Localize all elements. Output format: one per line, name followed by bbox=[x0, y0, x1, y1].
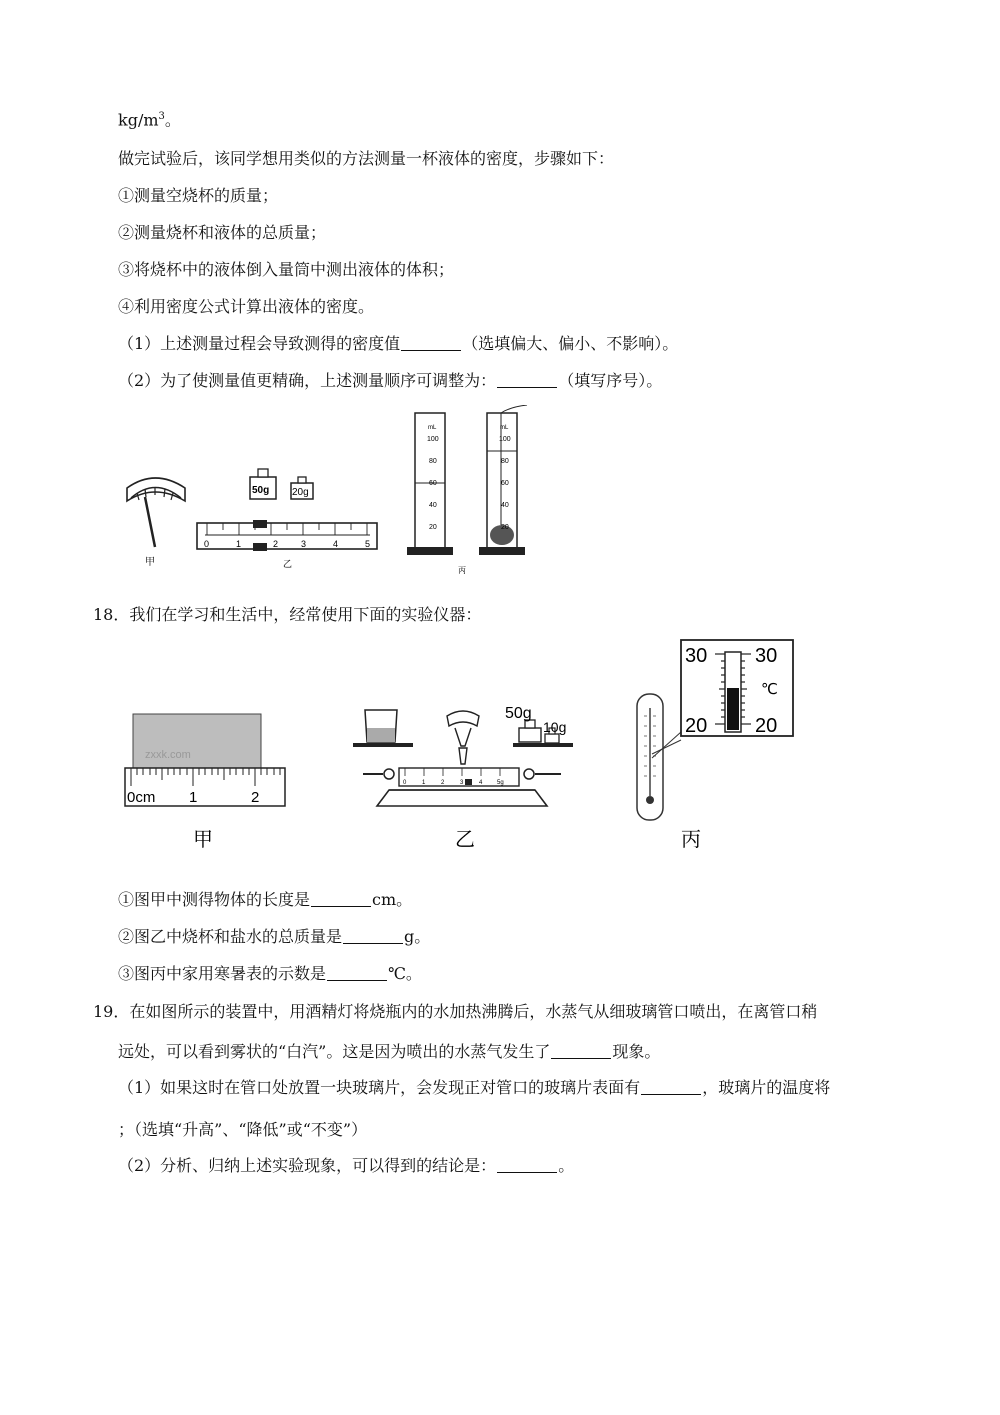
q17-step-1: ①测量空烧杯的质量； bbox=[118, 186, 279, 205]
fig17-label-a: 甲 bbox=[145, 557, 155, 568]
q17-sub2: （2）为了使测量值更精确，上述测量顺序可调整为： （填写序号）。 bbox=[118, 371, 663, 390]
weight-50g-label: 50g bbox=[505, 705, 532, 722]
q18-item-1: ①图甲中测得物体的长度是 cm。 bbox=[118, 890, 413, 909]
svg-text:30: 30 bbox=[755, 645, 778, 667]
svg-text:3: 3 bbox=[301, 539, 307, 549]
svg-text:1: 1 bbox=[236, 539, 242, 549]
q17-figure bbox=[115, 405, 535, 577]
svg-text:1: 1 bbox=[189, 789, 198, 806]
q19-sub1-cont: ；（选填“升高”、“降低”或“不变”） bbox=[118, 1120, 368, 1139]
svg-text:2: 2 bbox=[251, 789, 260, 806]
fig18-label-a: 甲 bbox=[193, 829, 213, 851]
q18-figure bbox=[115, 636, 825, 856]
svg-text:mL: mL bbox=[428, 425, 437, 431]
svg-text:2: 2 bbox=[273, 539, 279, 549]
svg-text:20: 20 bbox=[501, 524, 509, 531]
q17-intro: 做完试验后，该同学想用类似的方法测量一杯液体的密度，步骤如下： bbox=[118, 149, 615, 168]
fig17-label-c: 丙 bbox=[458, 566, 466, 575]
svg-text:0: 0 bbox=[204, 539, 210, 549]
svg-text:20: 20 bbox=[685, 715, 708, 737]
weight-20g-label: 20g bbox=[292, 487, 309, 498]
q18-stem: 18．我们在学习和生活中，经常使用下面的实验仪器： bbox=[93, 605, 482, 624]
watermark: zxxk.com bbox=[145, 749, 191, 761]
answer-blank[interactable] bbox=[641, 1078, 701, 1095]
svg-text:40: 40 bbox=[501, 502, 509, 509]
svg-text:5: 5 bbox=[365, 539, 371, 549]
measuring-cylinder-with-stone bbox=[479, 405, 527, 555]
svg-text:20: 20 bbox=[755, 715, 778, 737]
svg-text:mL: mL bbox=[500, 425, 509, 431]
q19-stem-line1: 19．在如图所示的装置中，用酒精灯将烧瓶内的水加热沸腾后，水蒸气从细玻璃管口喷出，在离管口稍 bbox=[93, 1002, 818, 1021]
svg-text:℃: ℃ bbox=[761, 681, 778, 698]
lab-balance bbox=[353, 705, 573, 806]
svg-text:0: 0 bbox=[403, 780, 407, 786]
svg-text:80: 80 bbox=[429, 458, 437, 465]
svg-text:100: 100 bbox=[427, 436, 439, 443]
svg-text:1: 1 bbox=[422, 780, 426, 786]
ruler-with-block bbox=[125, 714, 285, 806]
answer-blank[interactable] bbox=[343, 927, 403, 944]
q17-step-2: ②测量烧杯和液体的总质量； bbox=[118, 223, 327, 242]
svg-text:4: 4 bbox=[333, 539, 339, 549]
q18-item-3: ③图丙中家用寒暑表的示数是 ℃。 bbox=[118, 964, 422, 983]
answer-blank[interactable] bbox=[401, 334, 461, 351]
weight-50g-label: 50g bbox=[252, 485, 270, 496]
svg-text:60: 60 bbox=[429, 480, 437, 487]
fig17-label-b: 乙 bbox=[283, 559, 293, 569]
scale-dial bbox=[127, 478, 185, 547]
q17-step-4: ④利用密度公式计算出液体的密度。 bbox=[118, 297, 375, 316]
svg-text:3: 3 bbox=[460, 780, 464, 786]
svg-text:20: 20 bbox=[429, 524, 437, 531]
svg-text:30: 30 bbox=[685, 645, 708, 667]
q18-item-2: ②图乙中烧杯和盐水的总质量是 g。 bbox=[118, 927, 431, 946]
answer-blank[interactable] bbox=[327, 964, 387, 981]
q19-sub2: （2）分析、归纳上述实验现象，可以得到的结论是： 。 bbox=[118, 1156, 575, 1175]
svg-text:4: 4 bbox=[479, 780, 483, 786]
svg-text:100: 100 bbox=[499, 436, 511, 443]
answer-blank[interactable] bbox=[497, 371, 557, 388]
wall-thermometer bbox=[637, 640, 793, 820]
svg-text:40: 40 bbox=[429, 502, 437, 509]
answer-blank[interactable] bbox=[311, 890, 371, 907]
svg-text:80: 80 bbox=[501, 458, 509, 465]
balance-beam bbox=[197, 469, 377, 551]
svg-text:2: 2 bbox=[441, 780, 445, 786]
answer-blank[interactable] bbox=[551, 1042, 611, 1059]
measuring-cylinder-empty bbox=[407, 413, 453, 555]
q19-sub1: （1）如果这时在管口处放置一块玻璃片，会发现正对管口的玻璃片表面有 ，玻璃片的温度将 bbox=[118, 1078, 831, 1097]
q19-stem-line2: 远处，可以看到雾状的“白汽”。这是因为喷出的水蒸气发生了 现象。 bbox=[118, 1042, 661, 1061]
weight-10g-label: 10g bbox=[543, 719, 567, 735]
q17-step-3: ③将烧杯中的液体倒入量筒中测出液体的体积； bbox=[118, 260, 455, 279]
svg-text:60: 60 bbox=[501, 480, 509, 487]
svg-text:0cm: 0cm bbox=[127, 789, 156, 806]
fig18-label-c: 丙 bbox=[681, 829, 701, 851]
answer-blank[interactable] bbox=[497, 1156, 557, 1173]
q17-sub1: （1）上述测量过程会导致测得的密度值 （选填偏大、偏小、不影响）。 bbox=[118, 334, 679, 353]
density-unit-line: $kg/m^3$。 bbox=[118, 110, 181, 130]
svg-text:5g: 5g bbox=[497, 780, 504, 786]
fig18-label-b: 乙 bbox=[455, 829, 475, 851]
